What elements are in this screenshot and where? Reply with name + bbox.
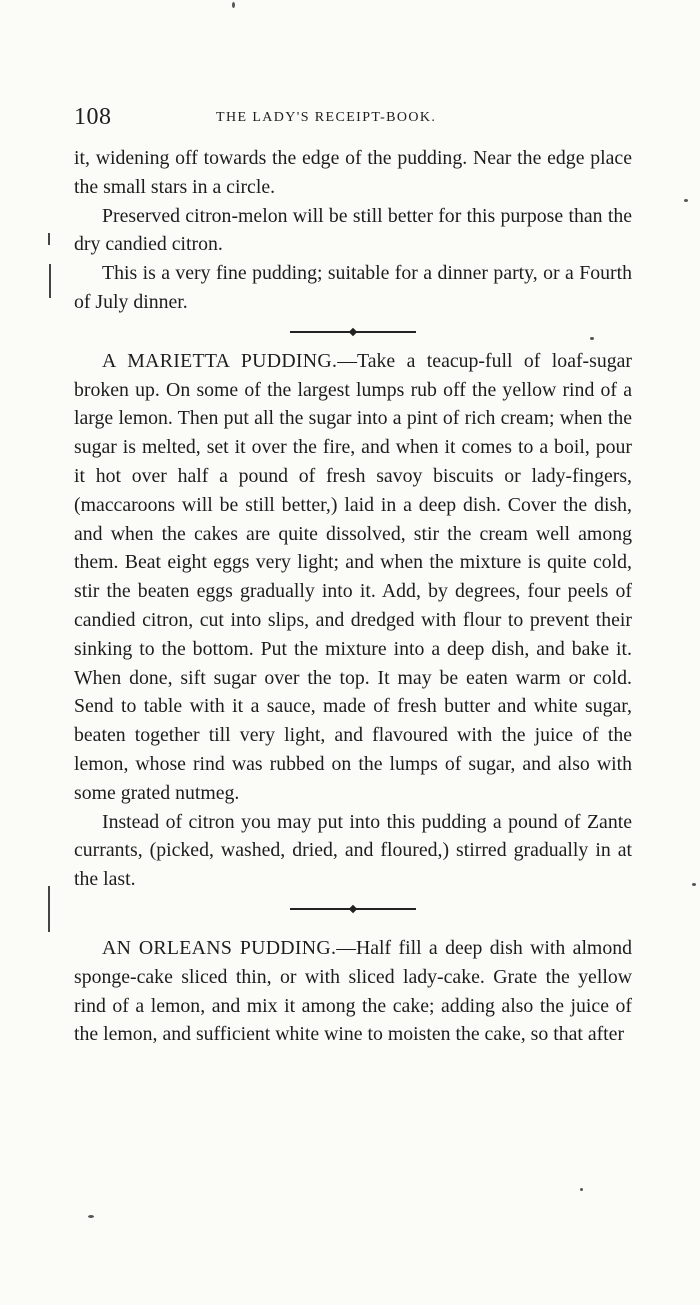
section-divider [74, 896, 632, 922]
divider-diamond [349, 328, 357, 336]
recipe-orleans-pudding [74, 934, 632, 1049]
scan-speck [684, 199, 688, 202]
divider-line-left [290, 331, 352, 333]
page-number: 108 [74, 104, 112, 130]
recipe-text: —Half fill a deep dish with almond sponge-cake sliced thin, or with sliced lady-cake. Grate the yellow rind of a lemon, and mix it among the cake; adding also the juice of the lemon, and sufficient white wine to moisten the cake, so that after [74, 936, 632, 1046]
divider-spacer [74, 924, 632, 934]
section-divider [74, 319, 632, 345]
paragraph-fine-pudding [74, 259, 632, 317]
scan-speck [692, 883, 696, 886]
running-head: THE LADY'S RECEIPT-BOOK. [216, 110, 437, 125]
recipe-title: AN ORLEANS PUDDING. [102, 936, 337, 959]
scan-mark [48, 233, 50, 245]
scan-mark [48, 886, 50, 932]
scan-speck [88, 1215, 94, 1218]
paragraph-currants-variation [74, 808, 632, 894]
book-page [74, 96, 632, 1049]
page-header [74, 96, 632, 142]
paragraph-citron-melon [74, 202, 632, 260]
recipe-text: —Take a teacup-full of loaf-sugar broken up. On some of the largest lumps rub off the yellow rind of a large lemon. Then put all the sugar into a pint of rich cream; when the sugar is melted, set it over the fire, and when it comes to a boil, pour it hot over half a pound of fresh savoy biscuits or lady-fingers, (maccaroons will be still better,) laid in a deep dish. Cover the dish, and when the cakes are quite dissolved, stir the cream well among them. Beat eight eggs very light; and when the mixture is quite cold, stir the beaten eggs gradually into it. Add, by degrees, four peels of candied citron, cut into slips, and dredged with flour to prevent their sinking to the bottom. Put the mixture into a deep dish, and bake it. When done, sift sugar over the top. It may be eaten warm or cold. Send to table with it a sauce, made of fresh butter and white sugar, beaten together till very light, and flavoured with the juice of the lemon, whose rind was rubbed on the lumps of sugar, and also with some grated nutmeg. [74, 349, 632, 804]
divider-line-right [354, 331, 416, 333]
scan-speck [232, 2, 235, 8]
paragraph-text: Instead of citron you may put into this pudding a pound of Zante currants, (picked, washed, dried, and floured,) stirred gradually in at the last. [74, 810, 632, 891]
paragraph-text: Preserved citron-melon will be still better for this purpose than the dry candied citron. [74, 204, 632, 256]
scan-speck [580, 1188, 583, 1191]
paragraph-continuation [74, 144, 632, 202]
scan-mark [49, 264, 51, 298]
recipe-title: A MARIETTA PUDDING. [102, 349, 338, 372]
paragraph-text: it, widening off towards the edge of the pudding. Near the edge place the small stars in a circle. [74, 147, 632, 198]
scan-speck [590, 337, 594, 340]
divider-diamond [349, 905, 357, 913]
divider-line-right [354, 908, 416, 910]
divider-line-left [290, 908, 352, 910]
recipe-marietta-pudding [74, 347, 632, 808]
paragraph-text: This is a very fine pudding; suitable for a dinner party, or a Fourth of July dinner. [74, 262, 632, 313]
